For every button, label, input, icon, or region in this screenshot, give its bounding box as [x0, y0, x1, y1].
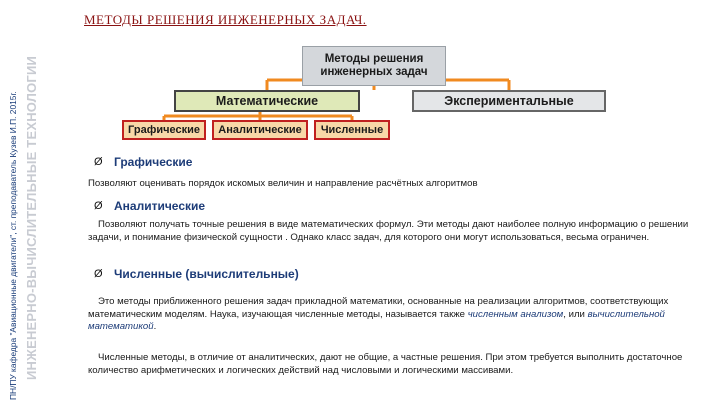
diagram-anal-box: Аналитические [212, 120, 308, 140]
side-course-title: ИНЖЕНЕРНО-ВЫЧИСЛИТЕЛЬНЫЕ ТЕХНОЛОГИИ [24, 55, 39, 380]
num-text-1 [88, 296, 698, 334]
graph-heading: Графические [114, 155, 193, 169]
anal-heading: Аналитические [114, 199, 206, 213]
bullet-arrow-icon: Ø [94, 200, 103, 212]
num-text-1-c: . [153, 321, 157, 332]
num-text-1-em1: численным анализом [467, 308, 564, 320]
page-title: МЕТОДЫ РЕШЕНИЯ ИНЖЕНЕРНЫХ ЗАДАЧ. [84, 12, 367, 27]
side-credit: ПН/ПУ кафедра "Авиационные двигатели", ст. преподаватель Кузев И.П. 2015г. [8, 91, 18, 400]
num-text-1-a: Это методы приближенного решения задач прикладной математики, основанные на реализации алгоритмов, соответствующих математическим моделям. Наука, изучающая численные методы, называется также [88, 296, 669, 320]
diagram-num-box: Численные [314, 120, 390, 140]
bullet-arrow-icon: Ø [94, 156, 103, 168]
num-text-1-b: , или [563, 308, 588, 320]
anal-text: Позволяют получать точные решения в виде математических формул. Эти методы дают наиболее полную информацию о решении задачи, и понимание физической сущности . Однако класс задач, для которого они могут использоваться, весьма ограничен. [88, 219, 689, 243]
diagram-exp-box: Экспериментальные [412, 90, 606, 112]
diagram-root-box [302, 46, 446, 86]
num-text-2: Численные методы, в отличие от аналитических, дают не общие, а частные решения. При этом требуется выполнить достаточное количество арифметических и логических действий над числовыми и логическими массивами. [88, 352, 683, 376]
diagram-graph-box: Графические [122, 120, 206, 140]
diagram-math-box: Математические [174, 90, 360, 112]
graph-text: Позволяют оценивать порядок искомых величин и направление расчётных алгоритмов [88, 178, 478, 189]
root-line-1: Методы решения [324, 53, 424, 65]
num-heading: Численные (вычислительные) [114, 267, 299, 281]
bullet-arrow-icon: Ø [94, 268, 103, 280]
num-text-1-em2: вычислительной математикой [88, 308, 665, 332]
root-line-2: инженерных задач [320, 66, 428, 78]
